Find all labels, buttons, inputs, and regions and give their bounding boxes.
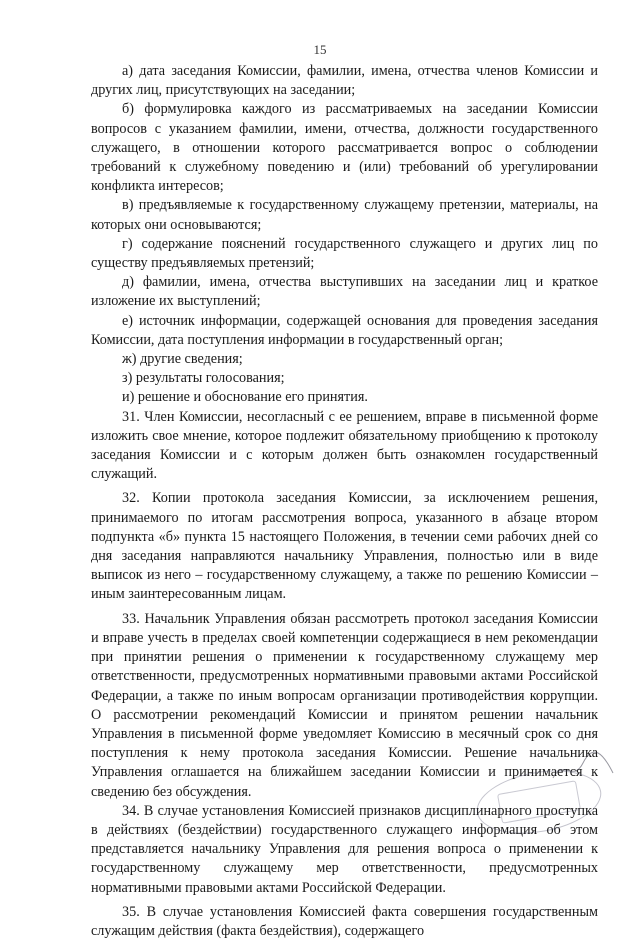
protocol-item-e: е) источник информации, содержащей основания для проведения заседания Комиссии, дата поступления информации в государственный орган; <box>91 312 598 348</box>
clause-33: 33. Начальник Управления обязан рассмотреть протокол заседания Комиссии и вправе учесть в пределах своей компетенции содержащиеся в нем рекомендации при принятии решения о применении к государственному служащему мер ответственности, предусмотренных нормативными правовыми актами Российской Федерации, а также по иным вопросам организации противодействия коррупции. О рассмотрении рекомендаций Комиссии и принятом решении начальник Управления в письменной форме уведомляет Комиссию в месячный срок со дня поступления к нему протокола заседания Комиссии. Решение начальника Управления оглашается на ближайшем заседании Комиссии и принимается к сведению без обсуждения. <box>91 610 598 800</box>
clause-35: 35. В случае установления Комиссией факта совершения государственным служащим действия (факта бездействия), содержащего <box>91 903 598 939</box>
protocol-item-zh: ж) другие сведения; <box>122 351 243 368</box>
protocol-item-d: д) фамилии, имена, отчества выступивших на заседании лиц и краткое изложение их выступлений; <box>91 274 598 310</box>
signature-mark <box>548 748 618 788</box>
protocol-item-z: з) результаты голосования; <box>122 370 285 387</box>
protocol-item-i: и) решение и обоснование его принятия. <box>122 389 368 406</box>
protocol-item-v: в) предъявляемые к государственному служащему претензии, материалы, на которых они основываются; <box>91 197 598 233</box>
protocol-item-b: б) формулировка каждого из рассматриваемых на заседании Комиссии вопросов с указанием фамилии, имени, отчества, должности государственного служащего, в отношении которого рассматривается вопрос о соблюдении требований к служебному поведению и (или) требований об урегулировании конфликта интересов; <box>91 101 598 195</box>
clause-34: 34. В случае установления Комиссией признаков дисциплинарного проступка в действиях (бездействии) государственного служащего информация об этом представляется начальнику Управления для решения вопроса о применении к государственному служащему мер ответственности, предусмотренных нормативными правовыми актами Российской Федерации. <box>91 802 598 896</box>
clause-32: 32. Копии протокола заседания Комиссии, за исключением решения, принимаемого по итогам рассмотрения вопроса, указанного в абзаце втором подпункта «б» пункта 15 настоящего Положения, в течении семи рабочих дней со дня заседания направляются начальнику Управления, полностью или в виде выписок из него – государственному служащему, а также по решению Комиссии – иным заинтересованным лицам. <box>91 490 598 603</box>
protocol-item-a: а) дата заседания Комиссии, фамилии, имена, отчества членов Комиссии и других лиц, присутствующих на заседании; <box>91 63 598 99</box>
protocol-item-g: г) содержание пояснений государственного служащего и других лиц по существу предъявляемых претензий; <box>91 235 598 272</box>
page-number: 15 <box>313 42 327 57</box>
clause-31: 31. Член Комиссии, несогласный с ее решением, вправе в письменной форме изложить свое мнение, которое подлежит обязательному приобщению к протоколу заседания Комиссии и с которым должен быть ознакомлен государственный служащий. <box>91 408 598 483</box>
